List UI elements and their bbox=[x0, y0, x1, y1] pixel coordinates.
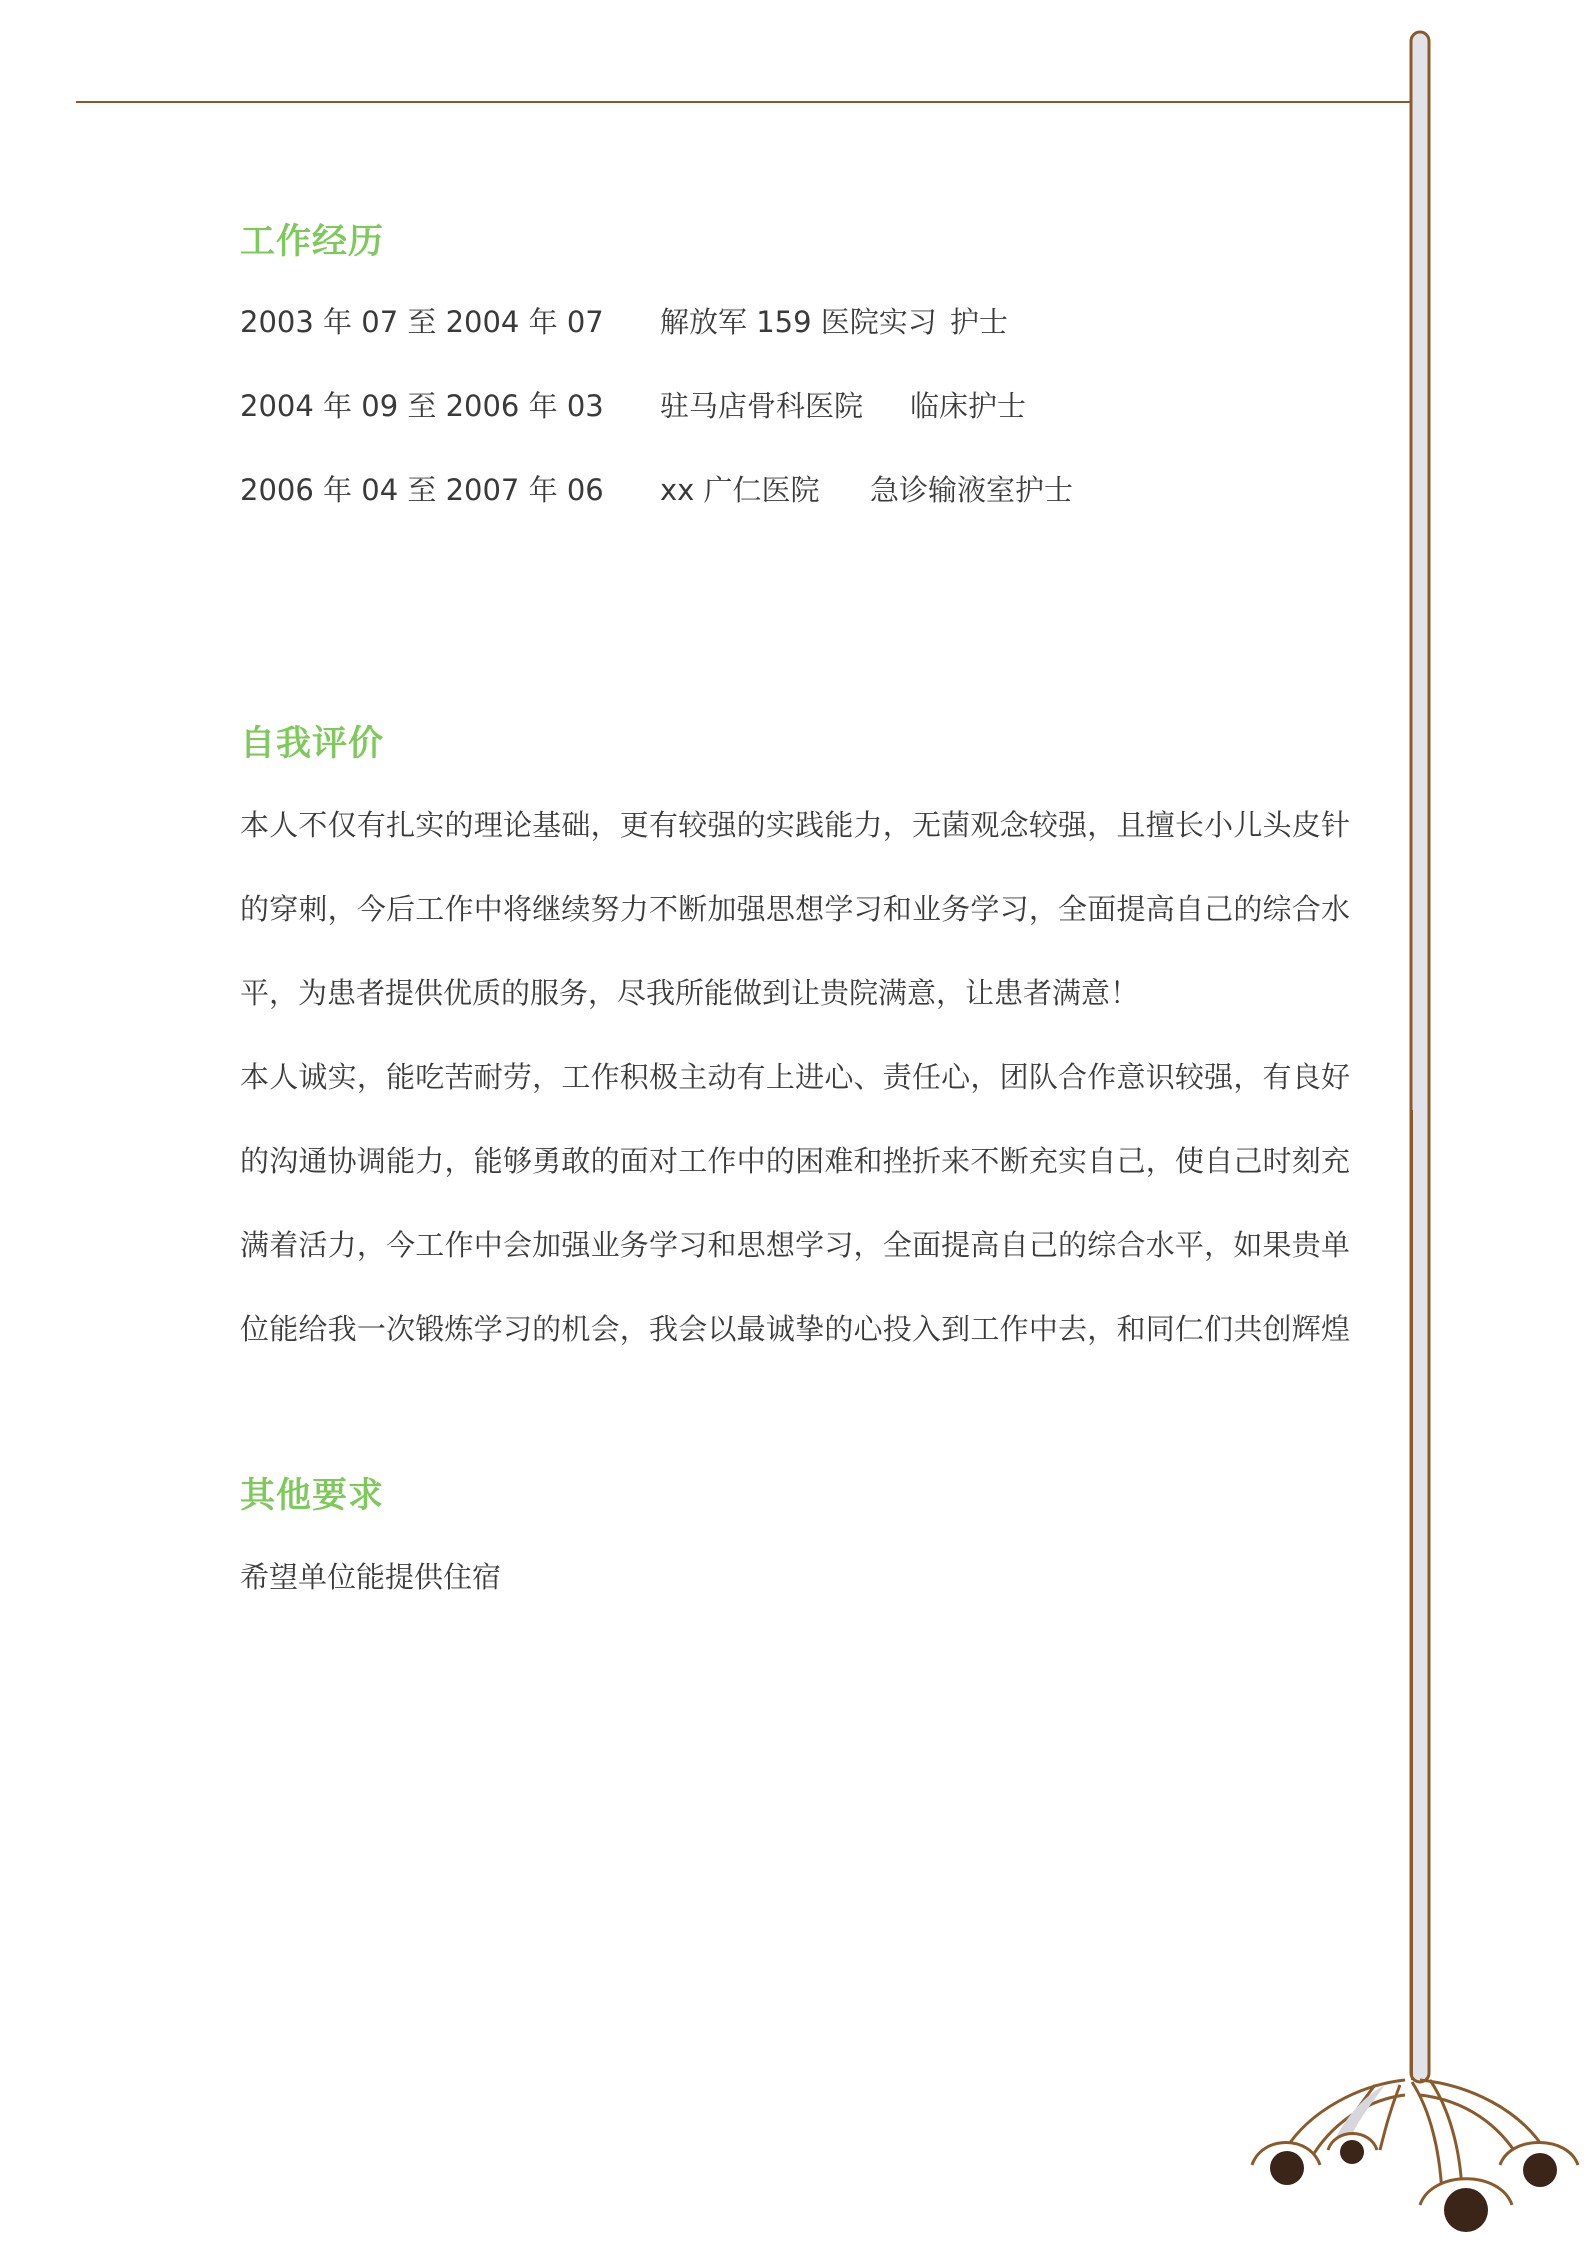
self-eval-line: 本人诚实，能吃苦耐劳，工作积极主动有上进心、责任心，团队合作意识较强，有良好 bbox=[240, 1060, 1350, 1094]
section-title-work: 工作经历 bbox=[240, 222, 385, 262]
self-eval-line: 的沟通协调能力，能够勇敢的面对工作中的困难和挫折来不断充实自己，使自己时刻充 bbox=[240, 1144, 1350, 1178]
work-org: 解放军 159 医院实习 bbox=[660, 305, 937, 339]
work-date: 2004 年 09 至 2006 年 03 bbox=[240, 389, 604, 423]
section-title-self-eval: 自我评价 bbox=[240, 724, 385, 764]
work-org: xx 广仁医院 bbox=[660, 473, 820, 507]
self-eval-line: 满着活力，今工作中会加强业务学习和思想学习，全面提高自己的综合水平，如果贵单 bbox=[240, 1228, 1350, 1262]
self-eval-line: 本人不仅有扎实的理论基础，更有较强的实践能力，无菌观念较强，且擅长小儿头皮针 bbox=[240, 808, 1350, 842]
work-date: 2006 年 04 至 2007 年 06 bbox=[240, 473, 604, 507]
work-org: 驻马店骨科医院 bbox=[660, 389, 864, 423]
work-role: 急诊输液室护士 bbox=[870, 473, 1074, 507]
section-title-other: 其他要求 bbox=[240, 1476, 385, 1516]
self-eval-line: 的穿刺，今后工作中将继续努力不断加强思想学习和业务学习，全面提高自己的综合水 bbox=[240, 892, 1350, 926]
other-requirement-text: 希望单位能提供住宿 bbox=[240, 1560, 502, 1594]
work-role: 护士 bbox=[950, 305, 1009, 339]
self-eval-line: 平，为患者提供优质的服务，尽我所能做到让贵院满意，让患者满意！ bbox=[240, 976, 1140, 1010]
self-eval-line: 位能给我一次锻炼学习的机会，我会以最诚挚的心投入到工作中去，和同仁们共创辉煌 bbox=[240, 1312, 1350, 1346]
work-role: 临床护士 bbox=[910, 389, 1027, 423]
work-date: 2003 年 07 至 2004 年 07 bbox=[240, 305, 604, 339]
header-rule bbox=[76, 101, 1410, 103]
